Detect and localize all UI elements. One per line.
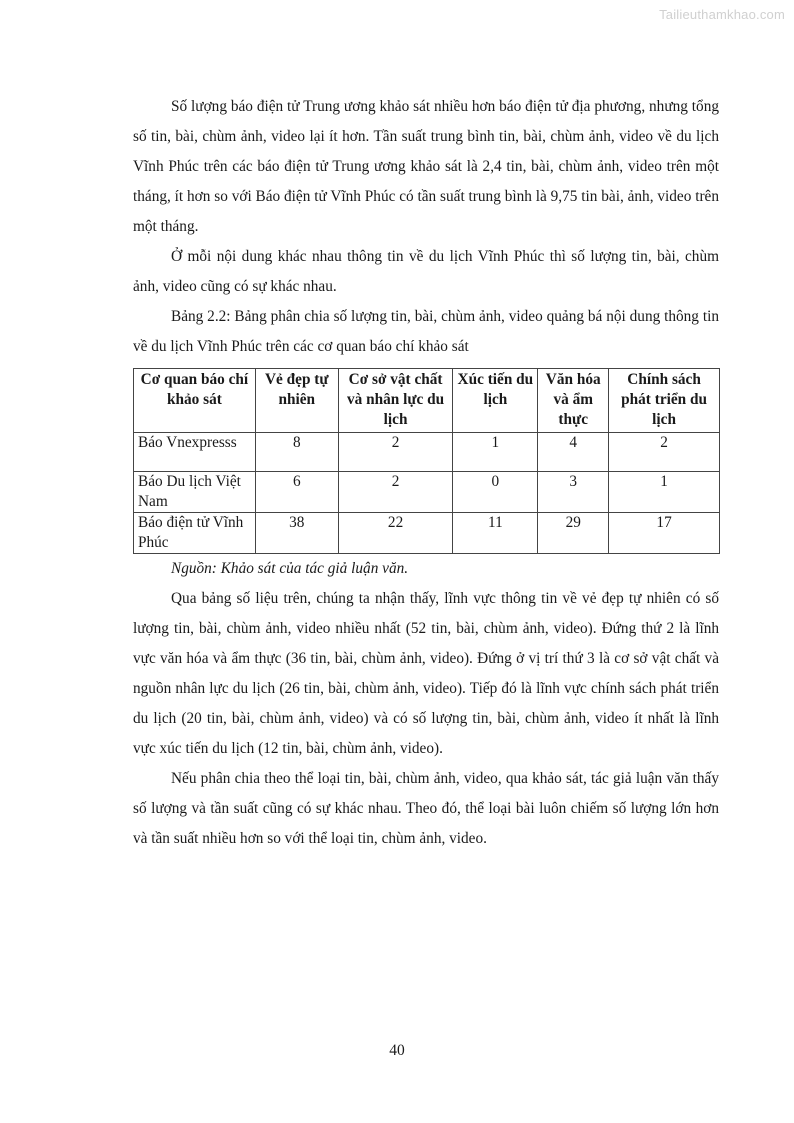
column-header: Xúc tiến du lịch [453, 369, 538, 433]
table-caption: Bảng 2.2: Bảng phân chia số lượng tin, bài, chùm ảnh, video quảng bá nội dung thông tin về du lịch Vĩnh Phúc trên các cơ quan báo chí khảo sát [133, 308, 719, 355]
table-cell: 6 [255, 472, 338, 513]
table-cell: 2 [338, 433, 453, 472]
paragraph: Ở mỗi nội dung khác nhau thông tin về du lịch Vĩnh Phúc thì số lượng tin, bài, chùm ảnh, video cũng có sự khác nhau. [133, 248, 719, 295]
table-cell: 0 [453, 472, 538, 513]
row-label: Báo điện tử Vĩnh Phúc [134, 513, 256, 554]
column-header: Chính sách phát triển du lịch [609, 369, 720, 433]
table-header-row [134, 369, 720, 433]
table-row [134, 433, 720, 472]
table-cell: 4 [538, 433, 609, 472]
page-number: 40 [389, 1042, 405, 1059]
data-table [133, 368, 720, 554]
table-cell: 22 [338, 513, 453, 554]
table-row [134, 513, 720, 554]
paragraph: Nếu phân chia theo thể loại tin, bài, chùm ảnh, video, qua khảo sát, tác giả luận văn thấy số lượng và tần suất cũng có sự khác nhau. Theo đó, thể loại bài luôn chiếm số lượng lớn hơn và tần suất nhiều hơn so với thể loại tin, chùm ảnh, video. [133, 770, 719, 847]
watermark: Tailieuthamkhao.com [659, 7, 785, 22]
table-cell: 17 [609, 513, 720, 554]
page-content [133, 92, 719, 854]
table-cell: 8 [255, 433, 338, 472]
paragraph: Số lượng báo điện tử Trung ương khảo sát nhiều hơn báo điện tử địa phương, nhưng tổng số tin, bài, chùm ảnh, video lại ít hơn. Tần suất trung bình tin, bài, chùm ảnh, video về du lịch Vĩnh Phúc trên các báo điện tử Trung ương khảo sát là 2,4 tin, bài, chùm ảnh, video trên một tháng, ít hơn so với Báo điện tử Vĩnh Phúc có tần suất trung bình là 9,75 tin bài, ảnh, video trên một tháng. [133, 98, 719, 235]
table-cell: 2 [609, 433, 720, 472]
table-cell: 2 [338, 472, 453, 513]
table-cell: 3 [538, 472, 609, 513]
column-header: Cơ sở vật chất và nhân lực du lịch [338, 369, 453, 433]
table-cell: 38 [255, 513, 338, 554]
table-cell: 29 [538, 513, 609, 554]
column-header: Cơ quan báo chí khảo sát [134, 369, 256, 433]
table-row [134, 472, 720, 513]
table-cell: 1 [453, 433, 538, 472]
row-label: Báo Du lịch Việt Nam [134, 472, 256, 513]
table-cell: 1 [609, 472, 720, 513]
row-label: Báo Vnexpresss [134, 433, 256, 472]
column-header: Văn hóa và ẩm thực [538, 369, 609, 433]
table-cell: 11 [453, 513, 538, 554]
column-header: Vẻ đẹp tự nhiên [255, 369, 338, 433]
paragraph: Qua bảng số liệu trên, chúng ta nhận thấy, lĩnh vực thông tin về vẻ đẹp tự nhiên có số lượng tin, bài, chùm ảnh, video nhiều nhất (52 tin, bài, chùm ảnh, video). Đứng thứ 2 là lĩnh vực văn hóa và ẩm thực (36 tin, bài, chùm ảnh, video). Đứng ở vị trí thứ 3 là cơ sở vật chất và nguồn nhân lực du lịch (26 tin, bài, chùm ảnh, video). Tiếp đó là lĩnh vực chính sách phát triển du lịch (20 tin, bài, chùm ảnh, video) và có số lượng tin, bài, chùm ảnh, video ít nhất là lĩnh vực xúc tiến du lịch (12 tin, bài, chùm ảnh, video). [133, 590, 719, 757]
table-source: Nguồn: Khảo sát của tác giả luận văn. [171, 560, 409, 577]
